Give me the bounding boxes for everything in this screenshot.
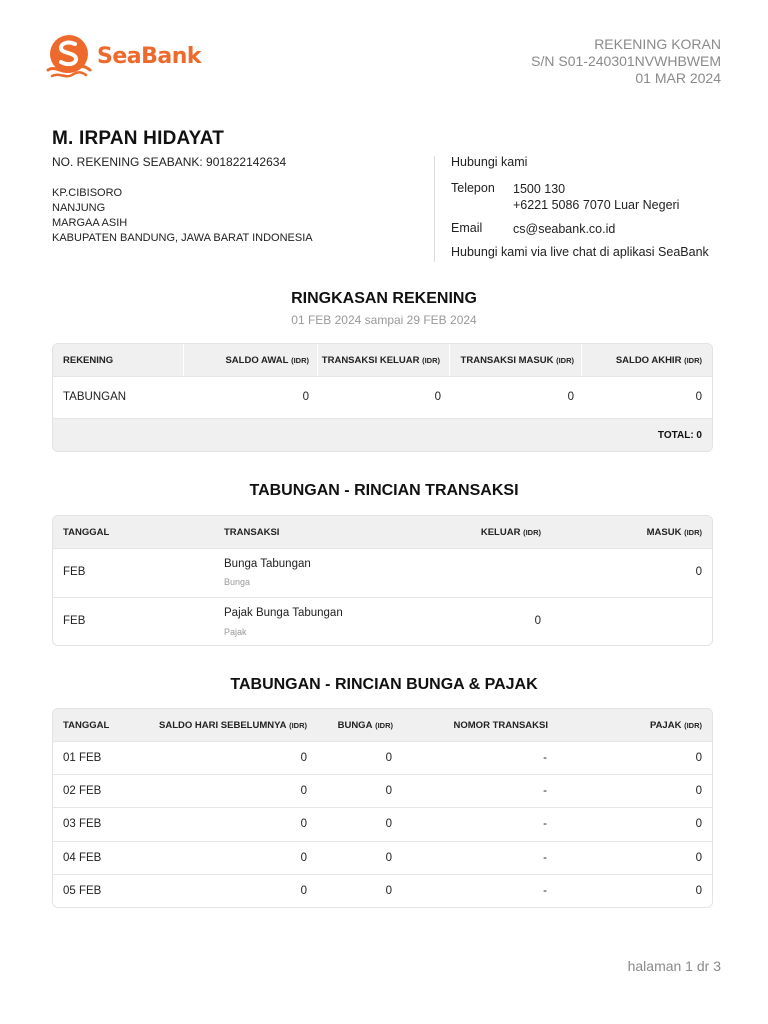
row-date: 03 FEB (63, 818, 102, 830)
live-chat-note: Hubungi kami via live chat di aplikasi SeaBank (451, 245, 709, 259)
row-interest: 0 (385, 852, 392, 864)
col-transaction: TRANSAKSI (224, 527, 280, 538)
table-row (53, 841, 712, 874)
seabank-logo-icon (46, 34, 92, 78)
row-transaction-number: - (543, 785, 547, 797)
address-line: NANJUNG (52, 202, 106, 214)
seabank-logo (46, 34, 201, 78)
statement-serial: S/N S01-240301NVWHBWEM (531, 53, 721, 69)
summary-total: TOTAL: 0 (657, 430, 702, 441)
row-transaction-number: - (543, 852, 547, 864)
row-tax: 0 (695, 752, 702, 764)
row-interest: 0 (385, 752, 392, 764)
row-description: Pajak Bunga Tabungan (224, 607, 343, 619)
col-interest: BUNGA (IDR) (337, 720, 393, 731)
col-opening-balance: SALDO AWAL (IDR) (225, 355, 309, 366)
interest-table (52, 708, 713, 908)
row-outgoing: 0 (534, 615, 541, 627)
row-interest: 0 (385, 785, 392, 797)
col-previous-balance: SALDO HARI SEBELUMNYA (IDR) (159, 720, 307, 731)
row-transaction-number: - (543, 818, 547, 830)
row-tax: 0 (695, 852, 702, 864)
transactions-table (52, 515, 713, 646)
row-interest: 0 (385, 885, 392, 897)
table-row (53, 874, 712, 907)
row-interest: 0 (385, 818, 392, 830)
page-number: halaman 1 dr 3 (627, 958, 721, 974)
summary-table (52, 343, 713, 452)
col-tax: PAJAK (IDR) (649, 720, 702, 731)
row-previous-balance: 0 (300, 885, 307, 897)
table-header (53, 516, 712, 548)
row-description: Bunga Tabungan (224, 558, 311, 570)
table-row (53, 774, 712, 807)
statement-title: REKENING KORAN (594, 36, 721, 52)
email-link[interactable]: cs@seabank.co.id (513, 222, 616, 236)
phone-local[interactable]: 1500 130 (513, 182, 566, 196)
col-date: TANGGAL (63, 720, 110, 731)
address-line: KABUPATEN BANDUNG, JAWA BARAT INDONESIA (52, 232, 313, 244)
row-account: TABUNGAN (63, 391, 127, 403)
row-date: 04 FEB (63, 852, 102, 864)
row-date: 05 FEB (63, 885, 102, 897)
row-previous-balance: 0 (300, 752, 307, 764)
row-tax: 0 (695, 785, 702, 797)
summary-title: RINGKASAN REKENING (291, 290, 477, 307)
col-outgoing: TRANSAKSI KELUAR (IDR) (321, 355, 440, 366)
table-row (53, 548, 712, 597)
account-number: NO. REKENING SEABANK: 901822142634 (52, 155, 287, 169)
phone-label: Telepon (451, 181, 495, 195)
email-label: Email (451, 221, 483, 235)
statement-date: 01 MAR 2024 (635, 70, 721, 86)
col-account: REKENING (63, 355, 114, 366)
row-opening-balance: 0 (302, 391, 309, 403)
phone-international[interactable]: +6221 5086 7070 Luar Negeri (513, 198, 680, 212)
contact-title: Hubungi kami (451, 155, 528, 169)
summary-total-row (53, 418, 712, 451)
row-category: Pajak (224, 627, 247, 637)
row-tax: 0 (695, 885, 702, 897)
address-line: MARGAA ASIH (52, 217, 128, 229)
transactions-title: TABUNGAN - RINCIAN TRANSAKSI (249, 482, 519, 499)
summary-period: 01 FEB 2024 sampai 29 FEB 2024 (291, 313, 477, 327)
customer-name: M. IRPAN HIDAYAT (52, 128, 225, 149)
row-transaction-number: - (543, 752, 547, 764)
table-row (53, 741, 712, 774)
address-line: KP.CIBISORO (52, 187, 123, 199)
col-closing-balance: SALDO AKHIR (IDR) (615, 355, 702, 366)
row-previous-balance: 0 (300, 785, 307, 797)
interest-title: TABUNGAN - RINCIAN BUNGA & PAJAK (230, 676, 538, 693)
row-previous-balance: 0 (300, 852, 307, 864)
row-date: FEB (63, 566, 86, 578)
row-category: Bunga (224, 577, 251, 587)
col-transaction-number: NOMOR TRANSAKSI (453, 720, 548, 731)
row-incoming: 0 (695, 566, 702, 578)
row-outgoing: 0 (434, 391, 441, 403)
col-outgoing: KELUAR (IDR) (480, 527, 541, 538)
statement-meta (531, 36, 721, 87)
table-row (53, 597, 712, 645)
contact-divider (434, 156, 435, 262)
row-closing-balance: 0 (695, 391, 702, 403)
col-incoming: MASUK (IDR) (646, 527, 702, 538)
row-transaction-number: - (543, 885, 547, 897)
row-previous-balance: 0 (300, 818, 307, 830)
row-tax: 0 (695, 818, 702, 830)
table-row (53, 376, 712, 418)
col-incoming: TRANSAKSI MASUK (IDR) (460, 355, 574, 366)
phone-values (513, 181, 679, 213)
row-incoming: 0 (567, 391, 574, 403)
row-date: 02 FEB (63, 785, 102, 797)
brand-name: SeaBank (97, 43, 202, 69)
table-header (53, 344, 712, 376)
customer-address (52, 186, 313, 246)
row-date: 01 FEB (63, 752, 102, 764)
table-header (53, 709, 712, 741)
row-date: FEB (63, 615, 86, 627)
table-row (53, 807, 712, 841)
col-date: TANGGAL (63, 527, 110, 538)
